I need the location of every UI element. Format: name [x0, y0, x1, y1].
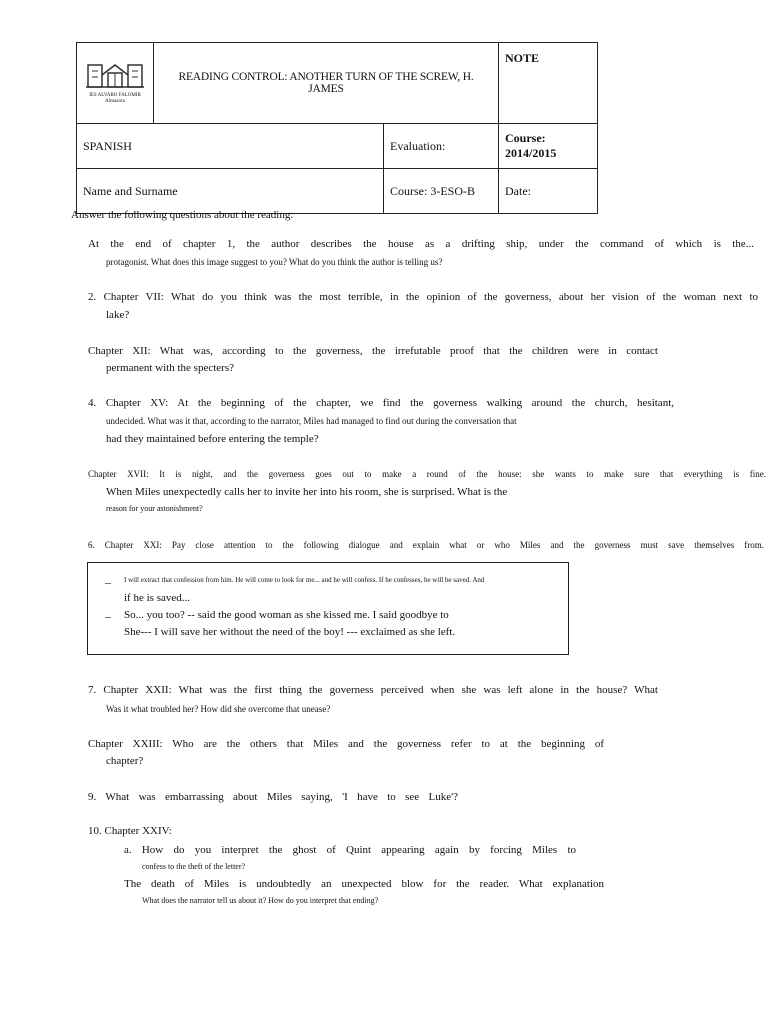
question-7-line-1: 7. Chapter XXII: What was the first thing the governess perceived when she was left alone in the house? What — [88, 684, 658, 696]
question-10-heading: 10. Chapter XXIV: — [88, 825, 172, 837]
subject-cell: SPANISH — [77, 124, 384, 169]
question-1-line-1: At the end of chapter 1, the author describes the house as a drifting ship, under the command of which is the... — [88, 238, 754, 250]
logo-city: Almazora — [105, 99, 125, 104]
question-2-line-2: lake? — [106, 309, 130, 321]
question-6-line-1: 6. Chapter XXI: Pay close attention to the following dialogue and explain what or who Miles and the governess must save themselves from. — [88, 540, 764, 550]
question-8-line-2: chapter? — [106, 755, 144, 767]
question-10b-line-2: What does the narrator tell us about it? How do you interpret that ending? — [142, 896, 379, 905]
date-field[interactable]: Date: — [499, 169, 598, 214]
header-table — [76, 42, 598, 214]
dialogue-dash-2: – — [105, 609, 111, 623]
dialogue-line-4: She--- I will save her without the need of the boy! --- exclaimed as she left. — [124, 626, 456, 638]
question-4-line-1: 4. Chapter XV: At the beginning of the chapter, we find the governess walking around the church, hesitant, — [88, 397, 674, 409]
course-year: Course: 2014/2015 — [499, 124, 598, 169]
question-5-line-2: When Miles unexpectedly calls her to invite her into his room, she is surprised. What is the — [106, 486, 508, 498]
question-4-line-2: undecided. What was it that, according to the narrator, Miles had managed to find out during the conversation that — [106, 416, 517, 426]
question-3-line-2: permanent with the specters? — [106, 362, 234, 374]
school-logo-icon — [84, 61, 146, 93]
question-5-line-1: Chapter XVII: It is night, and the governess goes out to make a round of the house: she wants to make sure that everything is fine. — [88, 469, 766, 479]
course-group: Course: 3-ESO-B — [384, 169, 499, 214]
question-7-line-2: Was it what troubled her? How did she overcome that unease? — [106, 704, 331, 714]
note-label: NOTE — [499, 43, 598, 124]
dialogue-line-1: I will extract that confession from him. He will come to look for me... and he will confess. If he confesses, he will be saved. And — [124, 576, 485, 584]
question-3-line-1: Chapter XII: What was, according to the governess, the irrefutable proof that the children were in contact — [88, 345, 658, 357]
dialogue-line-2: if he is saved... — [124, 592, 190, 604]
question-2-line-1: 2. Chapter VII: What do you think was the most terrible, in the opinion of the governess, about her vision of the woman next to — [88, 291, 758, 303]
question-4-line-3: had they maintained before entering the temple? — [106, 433, 319, 445]
name-field[interactable]: Name and Surname — [77, 169, 384, 214]
dialogue-line-3: So... you too? -- said the good woman as she kissed me. I said goodbye to — [124, 609, 449, 621]
question-1-line-2: protagonist. What does this image suggest to you? What do you think the author is telling us? — [106, 257, 443, 267]
question-10b-line-1: The death of Miles is undoubtedly an unexpected blow for the reader. What explanation — [124, 878, 604, 890]
logo-cell — [77, 43, 154, 124]
dialogue-box — [87, 562, 569, 655]
question-9-line-1: 9. What was embarrassing about Miles saying, 'I have to see Luke'? — [88, 791, 458, 803]
question-10a-line-2: confess to the theft of the letter? — [142, 862, 246, 871]
document-title: READING CONTROL: ANOTHER TURN OF THE SCREW, H. JAMES — [154, 43, 499, 124]
evaluation-field[interactable]: Evaluation: — [384, 124, 499, 169]
question-5-line-3: reason for your astonishment? — [106, 504, 203, 513]
question-10a-line-1: a. How do you interpret the ghost of Quint appearing again by forcing Miles to — [124, 844, 576, 856]
question-8-line-1: Chapter XXIII: Who are the others that Miles and the governess refer to at the beginning of — [88, 738, 604, 750]
logo-name: IES ALVARO FALOMIR — [89, 93, 141, 98]
dialogue-dash-1: _ — [105, 571, 111, 585]
instructions: Answer the following questions about the reading: — [71, 209, 294, 221]
